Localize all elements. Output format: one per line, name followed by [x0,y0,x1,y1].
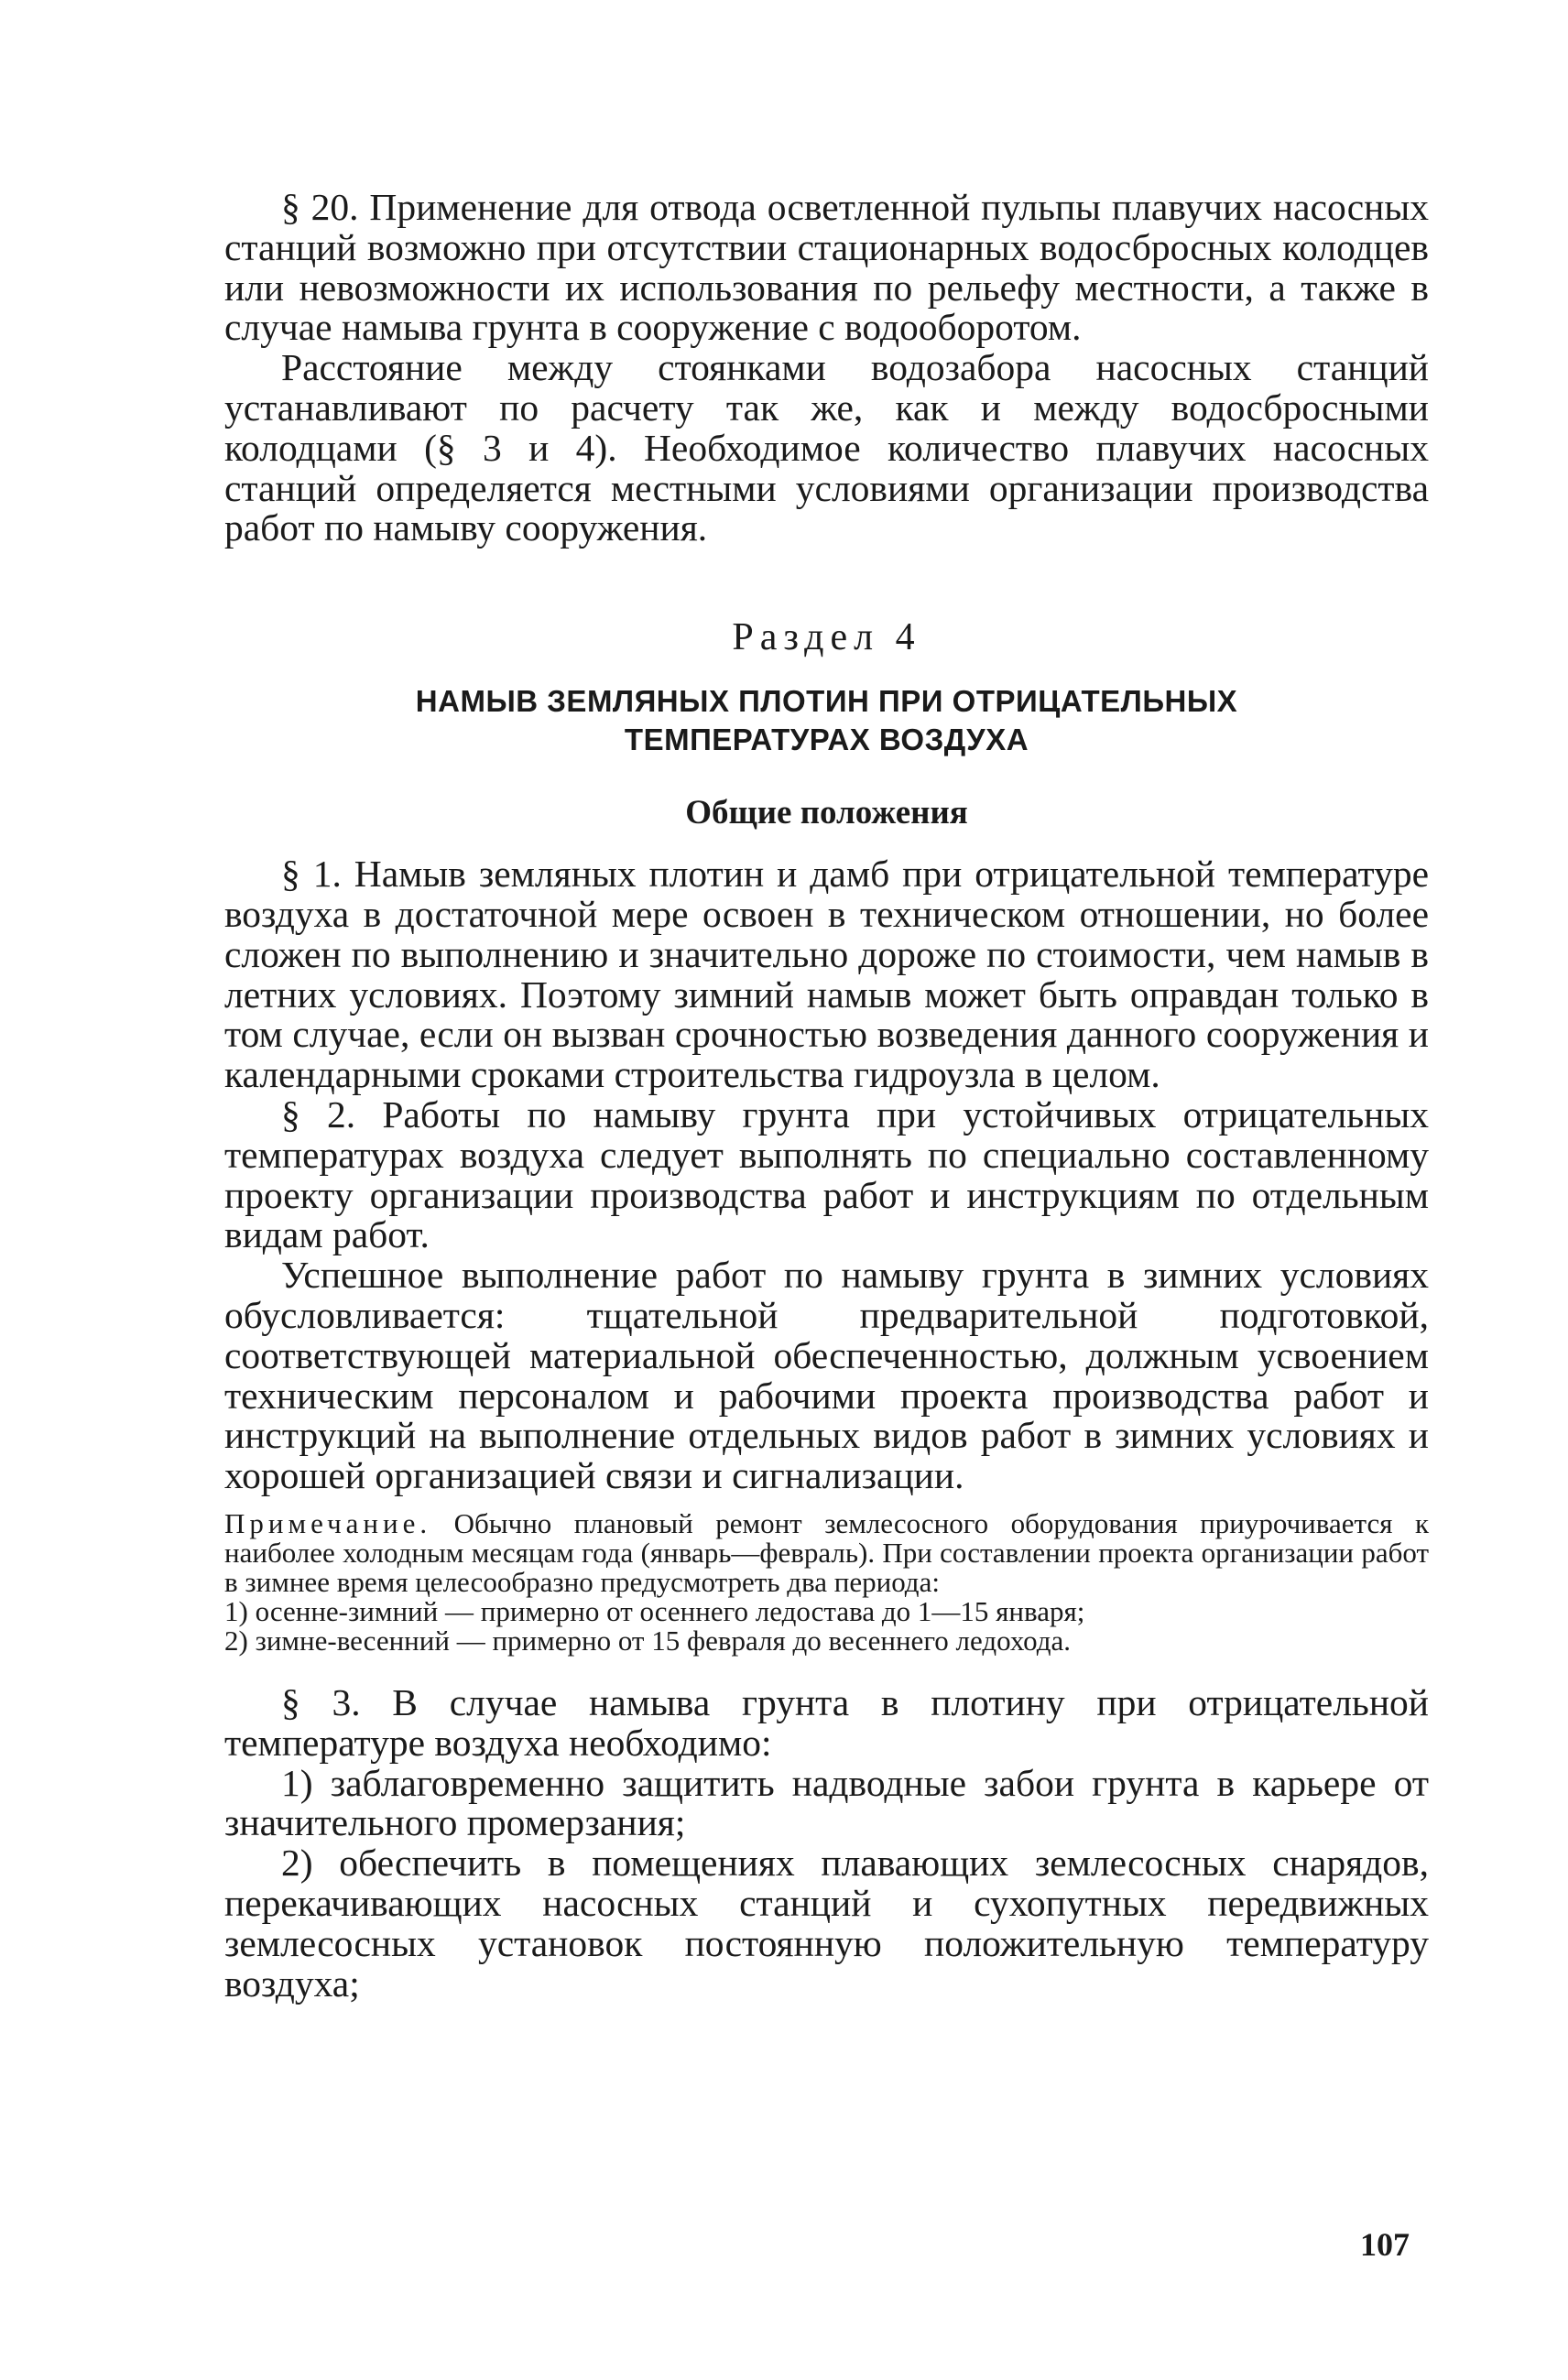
section-heading: Раздел 4 [732,616,921,659]
note [224,1506,1430,1598]
spacer [224,1656,1429,1683]
paragraph-2: § 2. Работы по намыву грунта при устойчивых отрицательных температурах воздуха следует выполнять по специально составленному проекту организации производства работ и инструкциям по отдельным видам работ. [224,1092,1429,1256]
section-title-line-1: НАМЫВ ЗЕМЛЯНЫХ ПЛОТИН ПРИ ОТРИЦАТЕЛЬНЫХ [415,684,1238,719]
note-item-1: 1) осенне-зимний — примерно от осеннего ледостава до 1—15 января; [224,1594,1085,1627]
paragraph-3: § 3. В случае намыва грунта в плотину при отрицательной температуре воздуха необходимо: [224,1680,1429,1764]
note-label: Примечание. [224,1506,432,1539]
paragraph-success: Успешное выполнение работ по намыву грунта в зимних условиях обусловливается: тщательной предварительной подготовкой, соответствующей материальной обеспеченностью, должным усвоением техническим персоналом и рабочими проекта производства работ и инструкций на выполнение отдельных видов работ в зимних условиях и хорошей организацией связи и сигнализации. [224,1254,1429,1497]
paragraph-20: § 20. Применение для отвода осветленной пульпы плавучих насосных станций возможно при отсутствии стационарных водосбросных колодцев или невозможности их использования по рельефу местности, а также в случае намыва грунта в сооружение с водооборотом. [224,186,1429,349]
section-title-line-2: ТЕМПЕРАТУРАХ ВОЗДУХА [624,723,1029,757]
list-item-2: 2) обеспечить в помещениях плавающих землесосных снарядов, перекачивающих насосных станций и сухопутных передвижных землесосных установок постоянную положительную температуру воздуха; [224,1842,1429,2005]
list-item-1: 1) заблаговременно защитить надводные забои грунта в карьере от значительного промерзания; [224,1761,1429,1844]
section-title [224,682,1429,759]
paragraph-distance: Расстояние между стоянками водозабора насосных станций устанавливают по расчету так же, как и между водосбросными колодцами (§ 3 и 4). Необходимое количество плавучих насосных станций определяется местными условиями организации производства работ по намыву сооружения. [224,346,1429,549]
note-text: Обычно плановый ремонт землесосного оборудования приурочивается к наиболее холодным месяцам года (январь—февраль). При составлении проекта организации работ в зимнее время целесообразно предусмотреть два периода: [224,1506,1430,1598]
document-page [224,188,1429,2004]
page-number: 107 [1360,2226,1410,2263]
sub-heading: Общие положения [685,794,968,832]
paragraph-1: § 1. Намыв земляных плотин и дамб при отрицательной температуре воздуха в достаточной мере освоен в техническом отношении, но более сложен по выполнению и значительно дороже по стоимости, чем намыв в летних условиях. Поэтому зимний намыв может быть оправдан только в том случае, если он вызван срочностью возведения данного сооружения и календарными сроками строительства гидроузла в целом. [224,853,1429,1096]
note-item-2: 2) зимне-весенний — примерно от 15 февраля до весеннего ледохода. [224,1624,1072,1657]
